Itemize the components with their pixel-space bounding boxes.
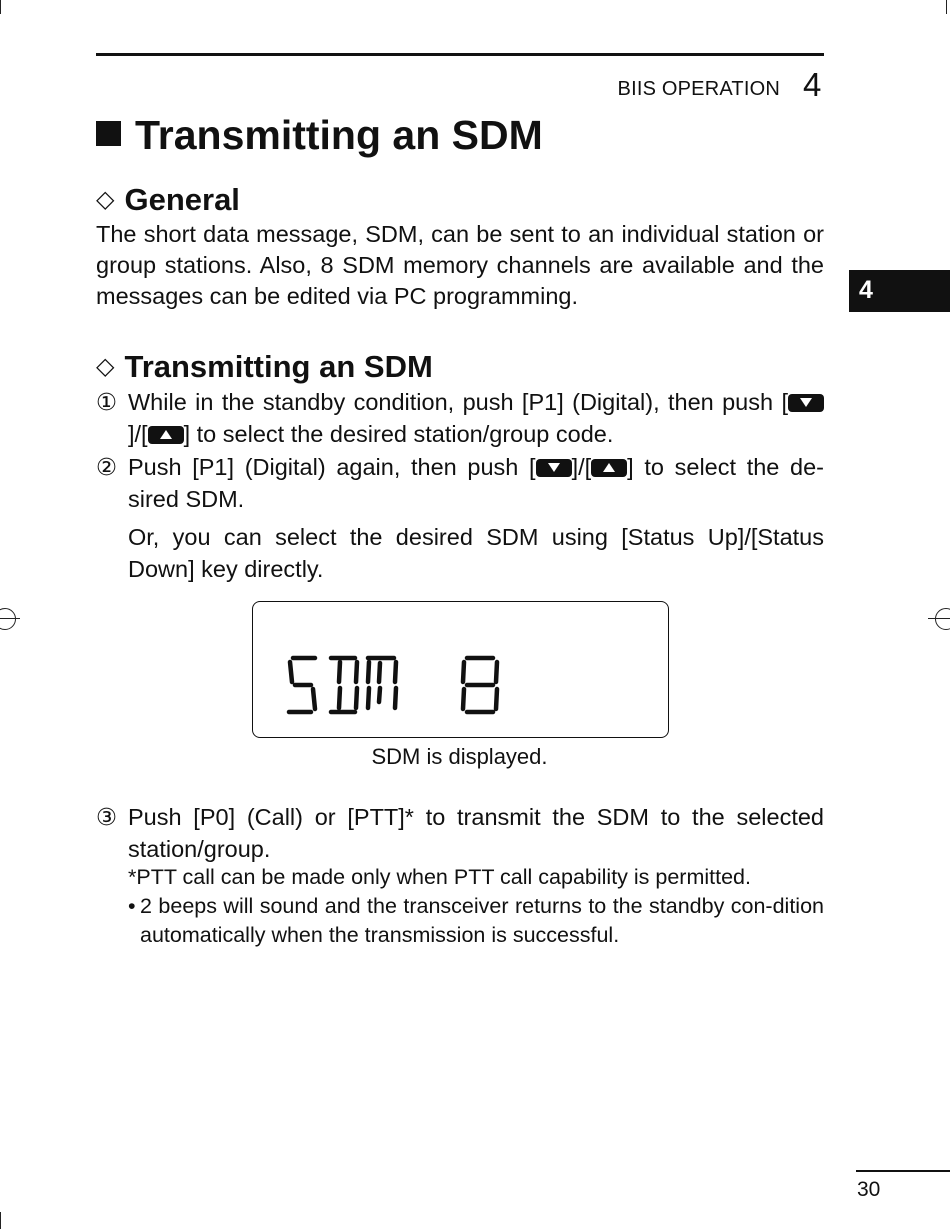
step-3-bullet-text: 2 beeps will sound and the transceiver returns to the standby con-dition automatically when the transmission is successful. — [140, 894, 824, 947]
step-1-text-b: ]/[ — [128, 421, 148, 447]
step-2-text — [128, 451, 824, 515]
lcd-display — [252, 601, 669, 738]
header-chapter-number: 4 — [803, 66, 822, 103]
step-2 — [96, 451, 824, 585]
step-1 — [96, 386, 824, 450]
step-2-text-a: Push [P1] (Digital) again, then push [ — [128, 454, 536, 480]
down-arrow-key-icon — [536, 459, 572, 477]
down-arrow-key-icon — [788, 394, 824, 412]
lcd-readout — [253, 602, 668, 737]
step-3-bullet — [128, 892, 824, 950]
crop-mark-top-left — [0, 0, 1, 14]
page-title — [96, 112, 543, 159]
step-2-extra: Or, you can select the desired SDM using [Status Up]/[Status Down] key directly. — [128, 524, 824, 582]
header-rule — [96, 53, 824, 56]
header-section-name: BIIS OPERATION — [617, 78, 780, 100]
page-number: 30 — [857, 1178, 881, 1201]
chapter-tab-label: 4 — [859, 276, 873, 304]
page-title-text: Transmitting an SDM — [135, 112, 543, 158]
step-1-marker: ① — [96, 389, 118, 415]
diamond-icon: ◇ — [96, 186, 115, 213]
step-2-marker: ② — [96, 454, 118, 480]
step-3 — [96, 801, 824, 865]
general-paragraph: The short data message, SDM, can be sent to an individual station or group stations. Also, 8 SDM memory channels are available and the messages can be edited via PC programming. — [96, 221, 824, 309]
up-arrow-key-icon — [591, 459, 627, 477]
square-bullet-icon — [96, 121, 121, 146]
footer-rule — [856, 1170, 950, 1172]
procedure-heading — [96, 349, 433, 385]
chapter-tab — [849, 270, 950, 312]
procedure-heading-text: Transmitting an SDM — [124, 349, 433, 384]
step-2-text-c: ] to select the de-sired SDM. — [128, 454, 824, 512]
crop-mark-right-circle — [935, 608, 950, 630]
step-1-text-a: While in the standby condition, push [P1] (Digital), then push [ — [128, 389, 788, 415]
step-2-text-b: ]/[ — [571, 454, 592, 480]
general-heading-text: General — [124, 182, 240, 217]
step-3-marker: ③ — [96, 804, 118, 830]
step-3-footnote: *PTT call can be made only when PTT call capability is permitted. — [128, 865, 751, 889]
step-1-text — [128, 386, 824, 450]
bullet-icon: • — [128, 894, 136, 918]
crop-mark-bottom-left — [0, 1212, 1, 1229]
general-heading — [96, 182, 240, 218]
step-3-text: Push [P0] (Call) or [PTT]* to transmit the SDM to the selected station/group. — [128, 804, 824, 862]
step-1-text-c: ] to select the desired station/group code. — [183, 421, 614, 447]
crop-mark-left-circle — [0, 608, 16, 630]
crop-mark-top-right — [946, 0, 947, 14]
lcd-readout-text — [253, 602, 256, 603]
display-caption: SDM is displayed. — [371, 744, 548, 769]
diamond-icon: ◇ — [96, 353, 115, 380]
up-arrow-key-icon — [148, 426, 184, 444]
